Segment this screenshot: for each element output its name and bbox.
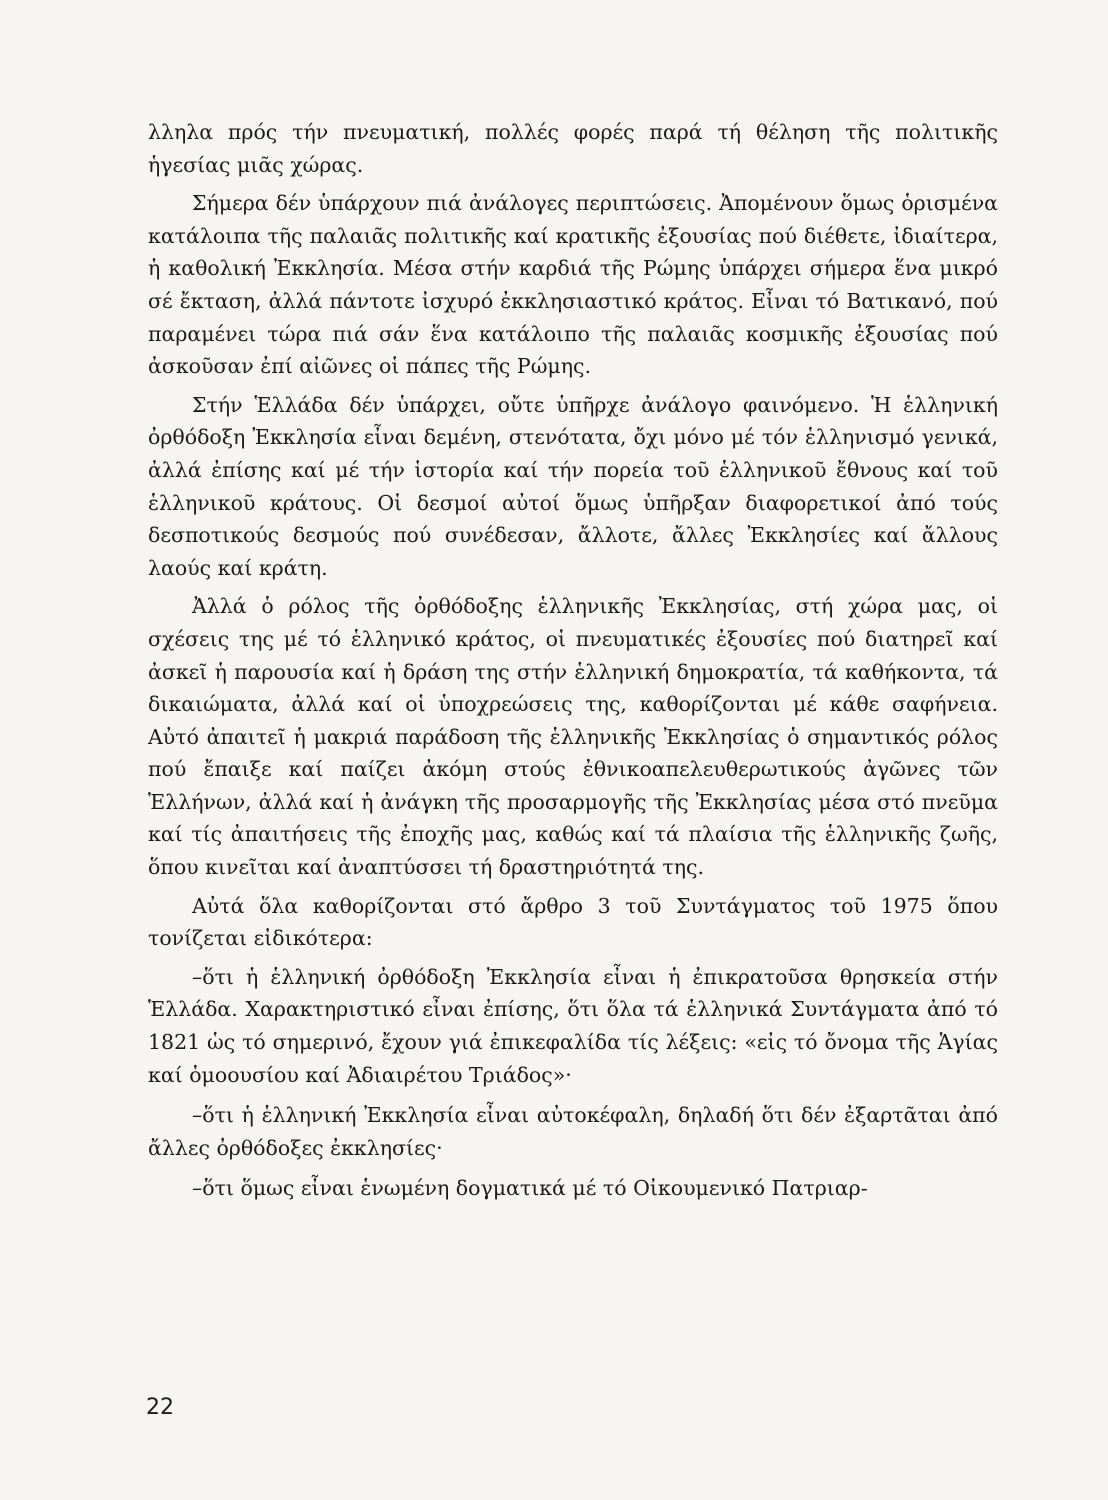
paragraph: Σήμερα δέν ὑπάρχουν πιά ἀνάλογες περιπτώσεις. Ἀπομένουν ὅμως ὁρισμένα κατάλοιπα τῆς παλαιᾶς πολιτικῆς καί κρατικῆς ἐξουσίας πού διέθετε, ἰδιαίτερα, ἡ καθολική Ἐκκλησία. Μέσα στήν καρδιά τῆς Ρώμης ὑπάρχει σήμερα ἕνα μικρό σέ ἔκταση, ἀλλά πάντοτε ἰσχυρό ἐκκλησιαστικό κράτος. Εἶναι τό Βατικανό, πού παραμένει τώρα πιά σάν ἕνα κατάλοιπο τῆς παλαιᾶς κοσμικῆς ἐξουσίας πού ἀσκοῦσαν ἐπί αἰῶνες οἱ πάπες τῆς Ρώμης. bbox=[148, 191, 998, 379]
paragraph: Στήν Ἑλλάδα δέν ὑπάρχει, οὔτε ὑπῆρχε ἀνάλογο φαινόμενο. Ἡ ἑλληνική ὀρθόδοξη Ἐκκλησία εἶναι δεμένη, στενότατα, ὄχι μόνο μέ τόν ἑλληνισμό γενικά, ἀλλά ἐπίσης καί μέ τήν ἱστορία καί τήν πορεία τοῦ ἑλληνικοῦ ἔθνους καί τοῦ ἑλληνικοῦ κράτους. Οἱ δεσμοί αὐτοί ὅμως ὑπῆρξαν διαφορετικοί ἀπό τούς δεσποτικούς δεσμούς πού συνέδεσαν, ἄλλοτε, ἄλλες Ἐκκλησίες καί ἄλλους λαούς καί κράτη. bbox=[148, 392, 998, 580]
paragraph: Ἀλλά ὁ ρόλος τῆς ὀρθόδοξης ἑλληνικῆς Ἐκκλησίας, στή χώρα μας, οἱ σχέσεις της μέ τό ἑλληνικό κράτος, οἱ πνευματικές ἐξουσίες πού διατηρεῖ καί ἀσκεῖ ἡ παρουσία καί ἡ δράση της στήν ἑλληνική δημοκρατία, τά καθήκοντα, τά δικαιώματα, ἀλλά καί οἱ ὑποχρεώσεις της, καθορίζονται μέ κάθε σαφήνεια. Αὐτό ἀπαιτεῖ ἡ μακριά παράδοση τῆς ἑλληνικῆς Ἐκκλησίας ὁ σημαντικός ρόλος πού ἔπαιξε καί παίζει ἀκόμη στούς ἐθνικοαπελευθερωτικούς ἀγῶνες τῶν Ἑλλήνων, ἀλλά καί ἡ ἀνάγκη τῆς προσαρμογῆς τῆς Ἐκκλησίας μέσα στό πνεῦμα καί τίς ἀπαιτήσεις τῆς ἐποχῆς μας, καθώς καί τά πλαίσια τῆς ἑλληνικῆς ζωῆς, ὅπου κινεῖται καί ἀναπτύσσει τή δραστηριότητά της. bbox=[148, 594, 998, 880]
page-number: 22 bbox=[146, 1395, 174, 1420]
list-item: –ὅτι ἡ ἑλληνική ὀρθόδοξη Ἐκκλησία εἶναι ἡ ἐπικρατοῦσα θρησκεία στήν Ἑλλάδα. Χαρακτηριστικό εἶναι ἐπίσης, ὅτι ὅλα τά ἑλληνικά Συντάγματα ἀπό τό 1821 ὡς τό σημερινό, ἔχουν γιά ἐπικεφαλίδα τίς λέξεις: «εἰς τό ὄνομα τῆς Ἁγίας καί ὁμοουσίου καί Ἀδιαιρέτου Τριάδος»· bbox=[148, 964, 998, 1087]
list-item: –ὅτι ἡ ἑλληνική Ἐκκλησία εἶναι αὐτοκέφαλη, δηλαδή ὅτι δέν ἐξαρτᾶται ἀπό ἄλλες ὀρθόδοξες ἐκκλησίες· bbox=[148, 1103, 998, 1160]
paragraph: Αὐτά ὅλα καθορίζονται στό ἄρθρο 3 τοῦ Συντάγματος τοῦ 1975 ὅπου τονίζεται εἰδικότερα: bbox=[148, 893, 998, 951]
paragraph-continued: λληλα πρός τήν πνευματική, πολλές φορές παρά τή θέληση τῆς πολιτικῆς ἡγεσίας μιᾶς χώρας. bbox=[148, 120, 998, 177]
list-item: –ὅτι ὅμως εἶναι ἑνωμένη δογματικά μέ τό Οἰκουμενικό Πατριαρ- bbox=[192, 1176, 868, 1201]
body-text bbox=[148, 116, 998, 1213]
